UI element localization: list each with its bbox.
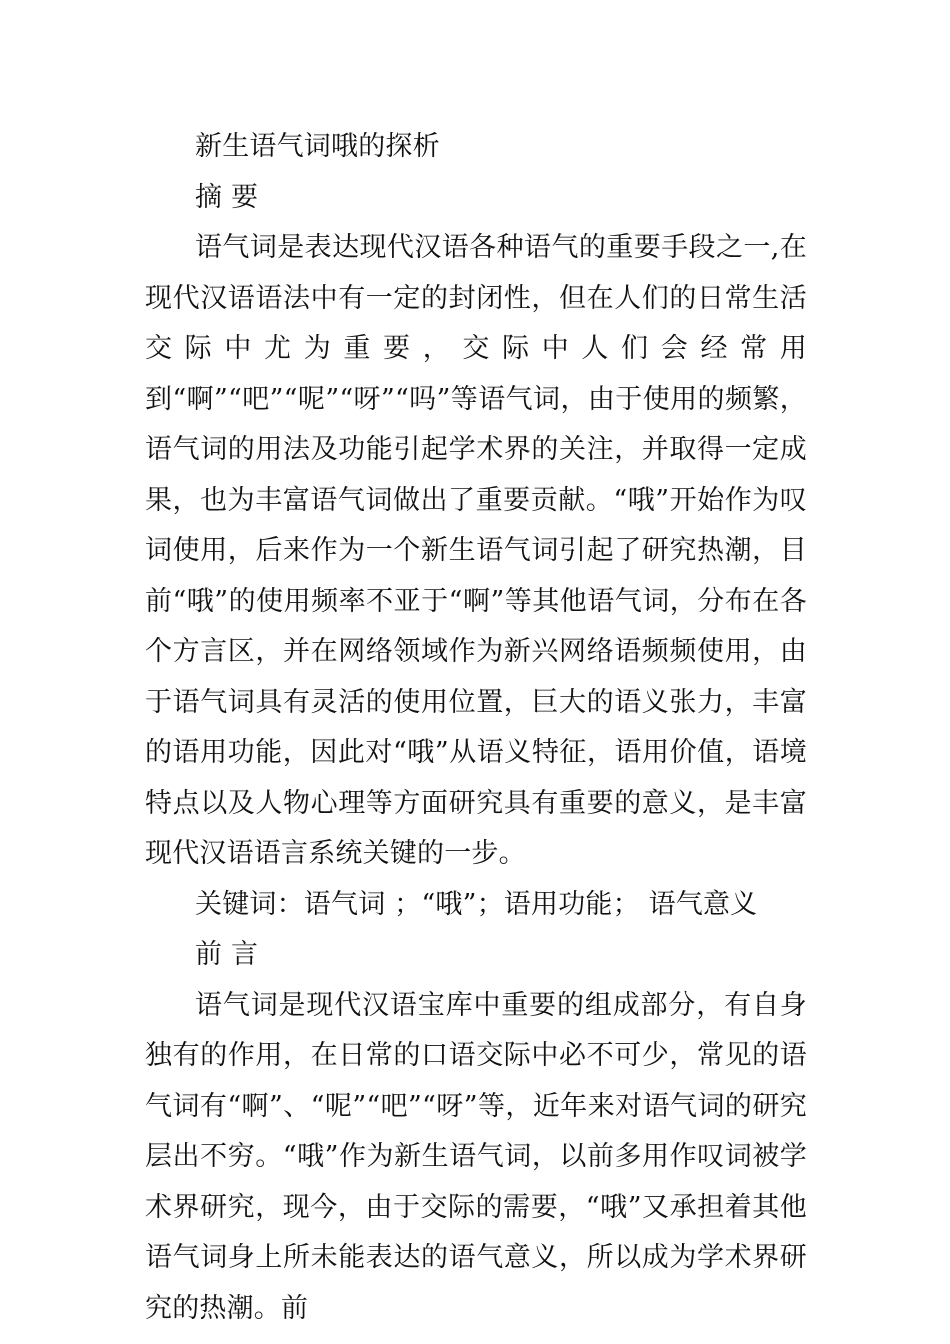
preface-heading: 前 言 xyxy=(195,939,259,970)
document-title: 新生语气词哦的探析 xyxy=(195,131,440,162)
preface-paragraph: 语气词是现代汉语宝库中重要的组成部分，有自身独有的作用，在日常的口语交际中必不可少，常见的语气词有“啊”、“呢”“吧”“呀”等，近年来对语气词的研究层出不穷。“哦”作为新生语气词，以前多用作叹词被学术界研究，现今，由于交际的需要，“哦”又承担着其他语气词身上所未能表达的语气意义，所以成为学术界研究的热潮。前 xyxy=(145,989,807,1324)
abstract-paragraph: 语气词是表达现代汉语各种语气的重要手段之一,在现代汉语语法中有一定的封闭性，但在人们的日常生活交际中尤为重要，交际中人们会经常用到“啊”“吧”“呢”“呀”“吗”等语气词，由于使用的频繁，语气词的用法及功能引起学术界的关注，并取得一定成果，也为丰富语气词做出了重要贡献。“哦”开始作为叹词使用，后来作为一个新生语气词引起了研究热潮，目前“哦”的使用频率不亚于“啊”等其他语气词，分布在各个方言区，并在网络领域作为新兴网络语频频使用，由于语气词具有灵活的使用位置，巨大的语义张力，丰富的语用功能，因此对“哦”从语义特征，语用价值，语境特点以及人物心理等方面研究具有重要的意义，是丰富现代汉语语言系统关键的一步。 xyxy=(145,232,807,869)
abstract-heading: 摘 要 xyxy=(195,181,259,213)
document-body xyxy=(145,122,807,1334)
keywords-line: 关键词：语气词 ；“哦”；语用功能； 语气意义 xyxy=(195,888,758,920)
